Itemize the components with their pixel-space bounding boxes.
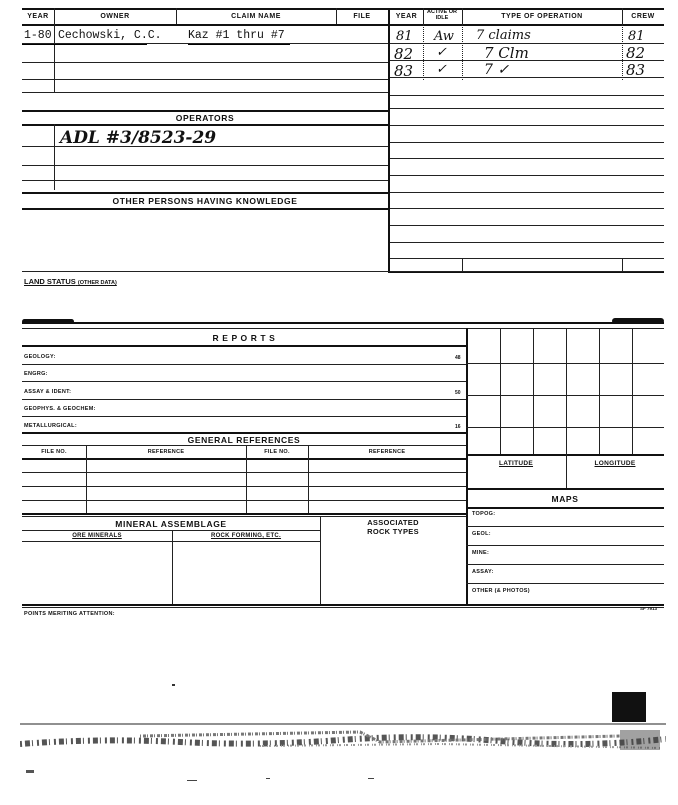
points-label: POINTS MERITING ATTENTION: [24,611,115,617]
activity-operation-81: 7 claims [476,28,531,43]
gr-file-no-2: FILE NO. [264,449,290,455]
report-geology-num: 48 [455,355,461,361]
reports-title: R E P O R T S [212,333,276,343]
maps-other: OTHER (& PHOTOS) [472,588,530,594]
rock-forming-label: ROCK FORMING, ETC. [210,533,282,539]
report-geology: GEOLOGY: [24,354,56,360]
report-assay-ident: ASSAY & IDENT: [24,389,72,395]
other-persons-title: OTHER PERSONS HAVING KNOWLEDGE [112,196,298,206]
activity-crew-82: 82 [626,44,646,62]
maps-title: MAPS [551,494,579,504]
activity-year-81: 81 [396,29,413,44]
ore-minerals-label: ORE MINERALS [72,533,122,539]
activity-status-82: ✓ [436,45,447,60]
maps-topog: TOPOG: [472,511,496,517]
owner-entry-claim: Kaz #1 thru #7 [188,29,285,42]
report-metallurgical-num: 16 [455,424,461,430]
longitude-label: LONGITUDE [594,460,636,467]
owner-entry-name: Cechowski, C.C. [58,29,162,42]
gr-reference-2: REFERENCE [368,449,406,455]
gr-file-no-1: FILE NO. [41,449,67,455]
operators-title: OPERATORS [175,113,235,123]
land-status-sub: (OTHER DATA) [77,280,117,286]
report-engrg: ENGRG: [24,371,48,377]
associated-label: ASSOCIATED [367,518,419,527]
mineral-assemblage-title: MINERAL ASSEMBLAGE [115,519,227,529]
col-year-header: YEAR [27,13,49,20]
activity-status-83: ✓ [436,62,447,77]
form-number: SF 7913 [640,606,658,611]
report-geophys: GEOPHYS. & GEOCHEM: [24,406,96,412]
activity-crew-83: 83 [626,61,646,79]
activity-year-83: 83 [394,62,414,80]
land-status-label [24,277,117,286]
report-metallurgical: METALLURGICAL: [24,423,77,429]
scan-noise [20,722,666,762]
rock-types-label: ROCK TYPES [367,527,419,536]
col-claim-name-header: CLAIM NAME [231,13,281,20]
activity-crew-81: 81 [628,29,645,44]
activity-year-82: 82 [394,45,414,63]
scan-mark [612,692,646,722]
activity-operation-83: 7 ✓ [484,62,510,78]
activity-operation-82: 7 Clm [484,44,529,62]
col-crew-header: CREW [631,13,655,20]
latitude-label: LATITUDE [498,460,534,467]
operators-entry: ADL #3/8523-29 [60,128,217,148]
report-assay-num: 50 [455,390,461,396]
maps-assay: ASSAY: [472,569,494,575]
maps-mine: MINE: [472,550,490,556]
col-owner-header: OWNER [100,13,130,20]
owner-entry-year: 1-80 [24,29,52,42]
land-status-text: LAND STATUS [24,277,76,286]
col-file-header: FILE [353,13,371,20]
col-year2-header: YEAR [395,13,418,20]
maps-geol: GEOL: [472,531,491,537]
activity-status-81: Aw [434,29,454,44]
gr-reference-1: REFERENCE [147,449,185,455]
general-references-title: GENERAL REFERENCES [187,435,301,445]
col-active-idle-header: ACTIVE OR IDLE [427,9,457,21]
col-type-operation-header: TYPE OF OPERATION [501,13,583,20]
